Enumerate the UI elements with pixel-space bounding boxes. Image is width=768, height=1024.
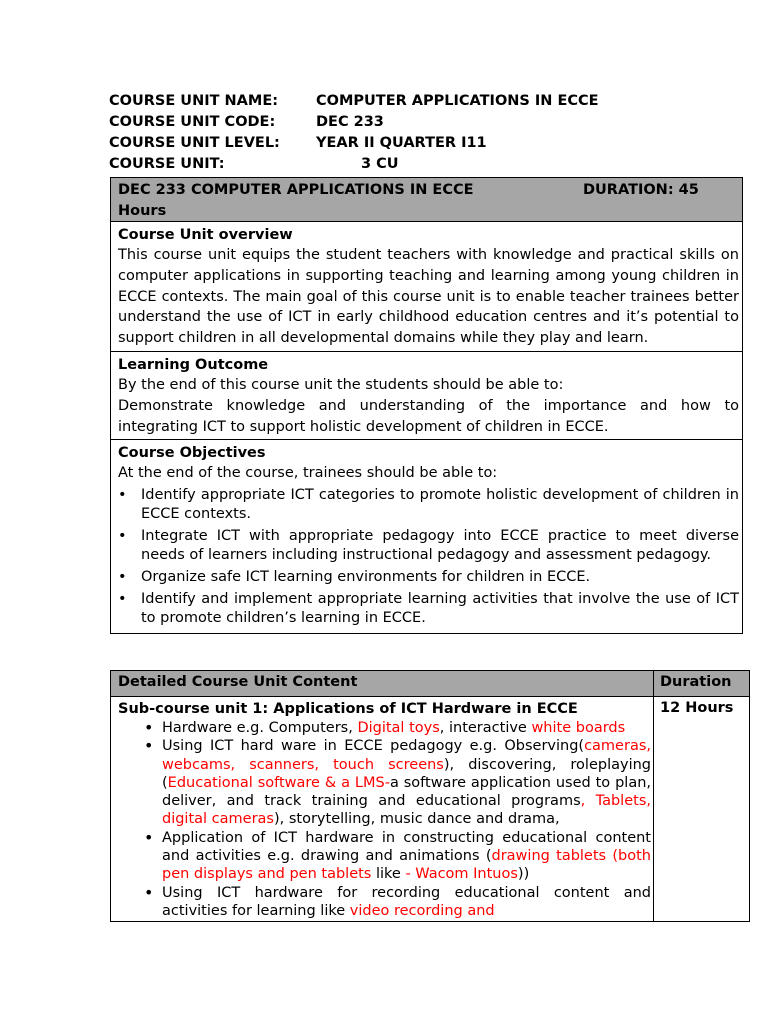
course-code-label: COURSE UNIT CODE: xyxy=(109,114,276,130)
overview-text: This course unit equips the student teachers with knowledge and practical skills on computer applications in supporting teaching and learning among young children in ECCE contexts. The main goal of this course unit is to enable teacher trainees better understand the use of ICT in early childhood education centres and it’s potential to support children in all developmental domains while they play and learn. xyxy=(118,247,739,347)
subcourse-hours: 12 Hours xyxy=(660,700,734,716)
objectives-heading: Course Objectives xyxy=(118,445,266,462)
duration-column-header: Duration xyxy=(660,674,732,690)
topic-text: ), discovering, roleplaying ( xyxy=(162,756,651,791)
outcome-section xyxy=(111,352,742,440)
course-unit-label: COURSE UNIT: xyxy=(109,156,225,172)
course-code-row xyxy=(109,112,384,133)
topic-text: , interactive xyxy=(439,720,532,736)
detailed-content-table xyxy=(110,670,750,922)
topic-highlight: drawing tablets (both pen displays and pen tablets xyxy=(162,848,651,883)
topic-highlight: Educational software & a LMS- xyxy=(167,774,390,791)
objectives-intro: At the end of the course, trainees should be able to: xyxy=(118,465,498,482)
content-cell xyxy=(111,697,653,920)
subcourse-topics-list xyxy=(118,719,651,920)
list-item: • Integrate ICT with appropriate pedagogy into ECCE practice to meet diverse needs of learners including instructional pedagogy and assessment pedagogy. xyxy=(118,527,739,565)
course-level-row xyxy=(109,133,487,154)
objectives-list xyxy=(118,486,739,628)
subcourse-title: Sub-course unit 1: Applications of ICT Hardware in ECCE xyxy=(118,701,578,717)
course-summary-table xyxy=(110,177,743,634)
outcome-intro: By the end of this course unit the students should be able to: xyxy=(118,376,564,393)
topic-text: a software application used to plan, deliver, and track training and educational programs xyxy=(162,774,652,810)
list-item xyxy=(162,884,651,921)
course-level-value: YEAR II QUARTER I11 xyxy=(316,135,487,151)
topic-highlight: - Wacom Intuos xyxy=(405,866,518,883)
topic-highlight: , Tablets, digital cameras xyxy=(162,793,651,828)
overview-heading: Course Unit overview xyxy=(118,227,293,243)
topic-highlight: Digital toys xyxy=(357,720,440,736)
topic-highlight: white boards xyxy=(531,720,626,736)
course-name-row xyxy=(109,91,599,112)
overview-section xyxy=(111,222,742,352)
column-divider xyxy=(653,671,654,921)
course-code-value: DEC 233 xyxy=(316,114,384,130)
list-item xyxy=(162,719,651,737)
content-column-header: Detailed Course Unit Content xyxy=(118,674,358,690)
list-item: • Identify and implement appropriate learning activities that involve the use of ICT to promote children’s learning in ECCE. xyxy=(118,590,739,628)
list-item xyxy=(162,737,651,828)
list-item xyxy=(162,829,651,884)
outcome-heading: Learning Outcome xyxy=(118,356,269,373)
course-name-label: COURSE UNIT NAME: xyxy=(109,93,279,109)
course-name-value: COMPUTER APPLICATIONS IN ECCE xyxy=(316,93,599,109)
topic-text: like xyxy=(371,866,406,883)
header-title: DEC 233 COMPUTER APPLICATIONS IN ECCE xyxy=(118,182,474,198)
objectives-section xyxy=(111,440,742,633)
summary-table-header xyxy=(111,178,742,222)
course-unit-value: 3 CU xyxy=(361,156,399,172)
course-unit-row xyxy=(109,154,399,175)
topic-text: Application of ICT hardware in constructing educational content and activities e.g. drawing and animations ( xyxy=(162,829,651,865)
topic-text: Hardware e.g. Computers, xyxy=(162,720,358,736)
list-item: • Identify appropriate ICT categories to promote holistic development of children in ECCE contexts. xyxy=(118,486,739,524)
topic-text: Using ICT hardware for recording educational content and activities for learning like xyxy=(162,884,651,919)
topic-highlight: cameras, webcams, scanners, touch screens xyxy=(162,738,651,773)
topic-text: Using ICT hard ware in ECCE pedagogy e.g. Observing( xyxy=(162,738,585,755)
course-level-label: COURSE UNIT LEVEL: xyxy=(109,135,280,151)
header-hours: Hours xyxy=(118,203,167,219)
outcome-text: Demonstrate knowledge and understanding of the importance and how to integrating ICT to support holistic development of children in ECCE. xyxy=(118,397,739,435)
topic-text: ), storytelling, music dance and drama, xyxy=(273,811,560,828)
list-item: • Organize safe ICT learning environments for children in ECCE. xyxy=(118,568,739,587)
topic-highlight: video recording and xyxy=(349,902,495,919)
course-info-block xyxy=(109,91,599,175)
header-duration: DURATION: 45 xyxy=(583,182,699,198)
topic-text: )) xyxy=(517,866,530,883)
